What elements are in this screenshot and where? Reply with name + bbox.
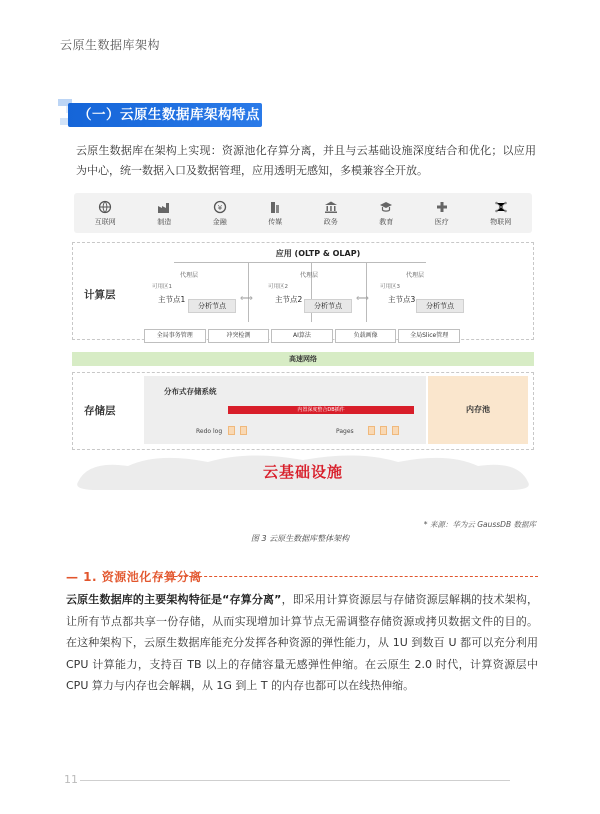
factory-icon: [157, 200, 171, 214]
primary-node: 主节点3: [388, 295, 416, 304]
industry-education: 教育: [379, 200, 393, 227]
proxy-label: 代理层: [406, 272, 425, 279]
industry-row: [74, 193, 532, 233]
figure-source: * 来源：华为云 GaussDB 数据库: [423, 520, 536, 529]
zone-label: 可用区3: [380, 284, 400, 290]
proxy-label: 代理层: [180, 272, 199, 279]
storage-layer-label: 存储层: [84, 405, 116, 417]
service-load-profile: 负载画像: [335, 329, 397, 343]
industry-finance: ¥ 金融: [213, 200, 227, 227]
page-number: 11: [64, 773, 78, 786]
running-title: 云原生数据库架构: [60, 38, 161, 52]
redo-log-label: Redo log: [196, 428, 223, 435]
service-bar: [144, 329, 460, 343]
service-conflict-detection: 冲突检测: [208, 329, 270, 343]
section-title: （一）云原生数据库架构特点: [68, 103, 262, 127]
industry-internet: 互联网: [95, 200, 116, 227]
education-icon: [379, 200, 393, 214]
building-icon: [268, 200, 282, 214]
distributed-storage-label: 分布式存储系统: [164, 387, 217, 396]
iot-icon: [494, 200, 508, 214]
government-icon: [324, 200, 338, 214]
industry-media: 传媒: [268, 200, 282, 227]
svg-text:¥: ¥: [217, 203, 222, 212]
industry-iot: 物联网: [490, 200, 511, 227]
pages-label: Pages: [336, 428, 354, 435]
figure-caption: 图 3 云原生数据库整体架构: [250, 534, 350, 543]
proxy-label: 代理层: [300, 272, 319, 279]
analysis-node: 分析节点: [304, 299, 352, 313]
body-paragraph: [66, 589, 538, 697]
medical-icon: [435, 200, 449, 214]
app-label: 应用 (OLTP & OLAP): [275, 249, 361, 258]
zone-label: 可用区1: [152, 284, 172, 290]
service-slice-management: 全局Slice管理: [398, 329, 460, 343]
service-ai-algorithm: AI算法: [271, 329, 333, 343]
industry-healthcare: 医疗: [435, 200, 449, 227]
architecture-diagram: [68, 190, 538, 495]
network-bar: 高速网络: [72, 352, 534, 366]
primary-node: 主节点2: [275, 295, 303, 304]
coin-icon: [213, 200, 227, 214]
cloud-label: 云基础设施: [262, 463, 343, 481]
body-lead: 云原生数据库的主要架构特征是“存算分离”: [66, 593, 282, 606]
intro-paragraph: 云原生数据库在架构上实现：资源池化存算分离，并且与云基础设施深度结合和优化；以应用为中心，统一数据入口及数据管理，应用透明无感知，多模兼容全开放。: [76, 144, 536, 177]
industry-government: 政务: [324, 200, 338, 227]
zone-label: 可用区2: [268, 284, 288, 290]
service-global-transaction: 全局事务管理: [144, 329, 206, 343]
industry-manufacturing: 制造: [157, 200, 171, 227]
analysis-node: 分析节点: [416, 299, 464, 313]
analysis-node: 分析节点: [188, 299, 236, 313]
kernel-plugin-bar: 内置深度整合DB插件: [228, 406, 414, 414]
memory-pool: 内存池: [428, 376, 528, 444]
double-arrow-icon: ⟺: [356, 294, 369, 304]
primary-node: 主节点1: [158, 295, 186, 304]
globe-icon: [98, 200, 112, 214]
compute-layer-label: 计算层: [84, 289, 116, 301]
subsection-rule: [154, 576, 538, 577]
subsection-title: — 1. 资源池化存算分离: [66, 570, 202, 584]
double-arrow-icon: ⟺: [240, 294, 253, 304]
app-connector: [174, 262, 426, 263]
footer-rule: [80, 780, 510, 781]
body-text: ，即采用计算资源层与存储资源层解耦的技术架构，让所有节点都共享一份存储，从而实现增加计算节点无需调整存储资源或拷贝数据文件的目的。在这种架构下，云原生数据库能充分发挥各种资源的弹性能力，从 1U 到数百 U 都可以充分利用 CPU 计算能力，支持百 TB 以上的存储容量无感弹性伸缩。在云原生 2.0 时代，计算资源层中 CPU 算力与内存也会解耦，从 1G 到上 T 的内存也都可以在线热伸缩。: [66, 593, 538, 692]
